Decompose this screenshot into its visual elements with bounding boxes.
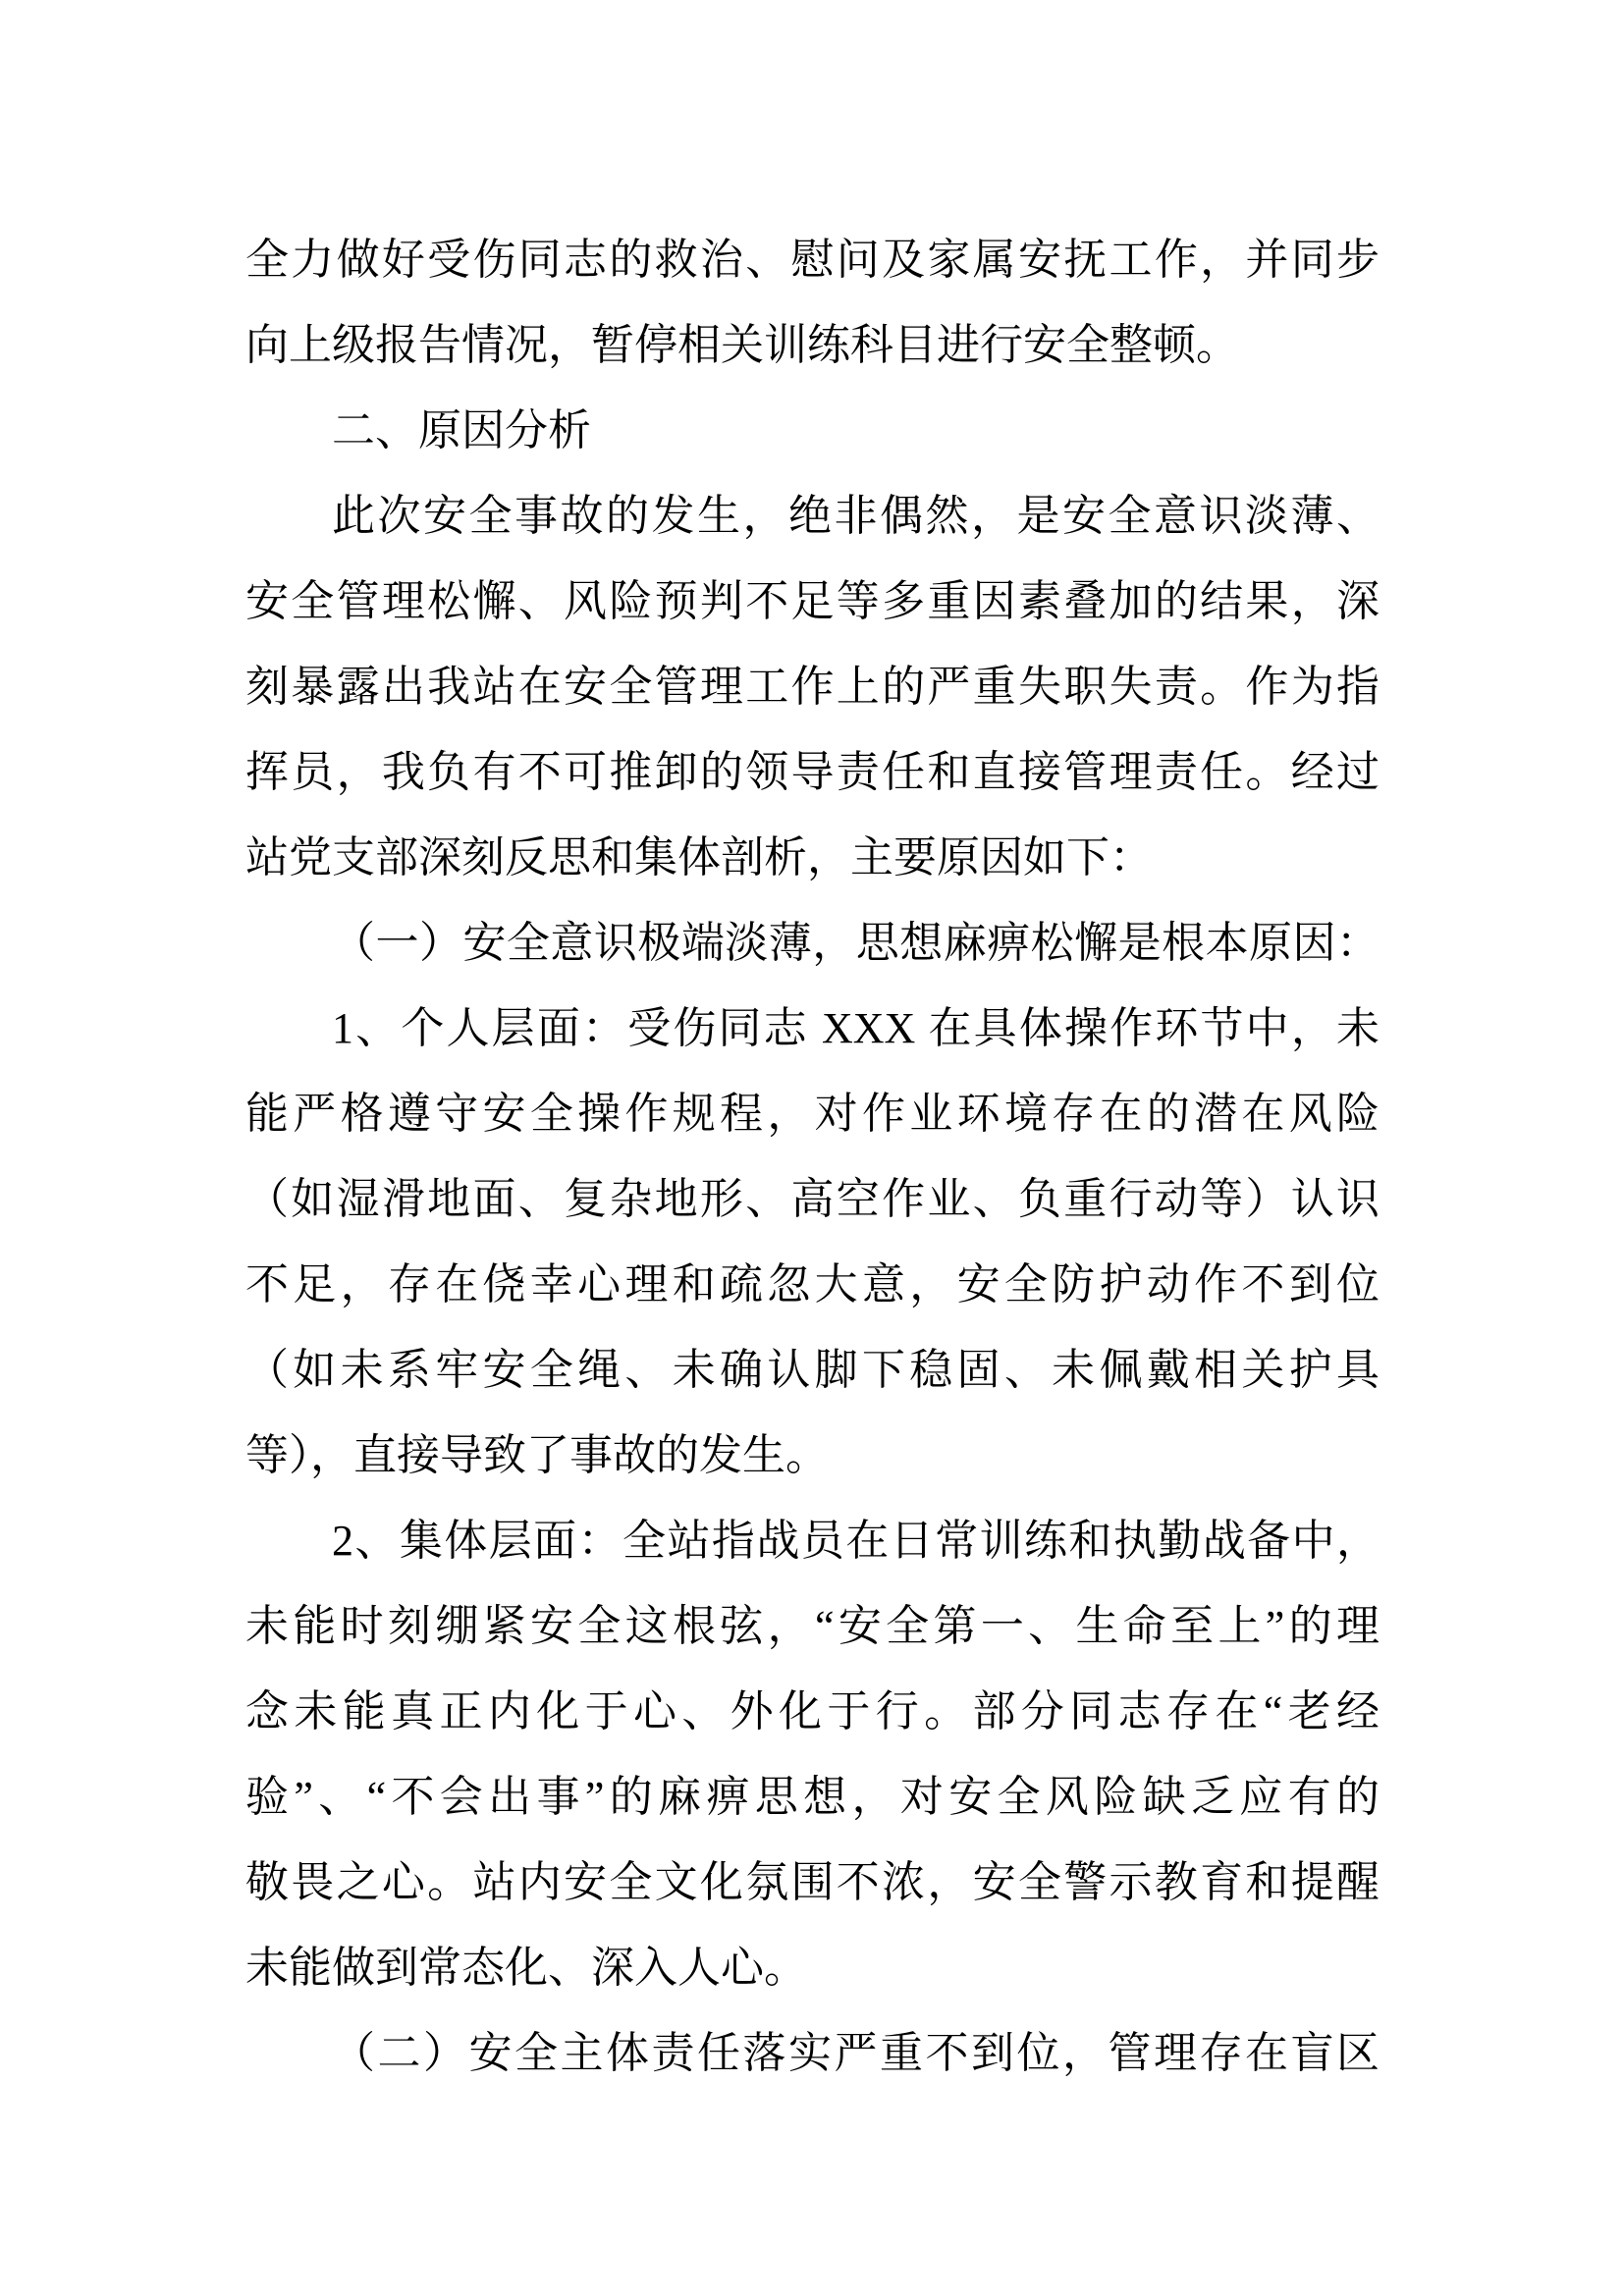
body-text-line: 不足，存在侥幸心理和疏忽大意，安全防护动作不到位 <box>245 1260 1380 1308</box>
body-text-line: 刻暴露出我站在安全管理工作上的严重失职失责。作为指 <box>245 663 1380 711</box>
subsection-heading-2: （二）安全主体责任落实严重不到位，管理存在盲区 <box>332 2029 1380 2077</box>
body-text-line: 念未能真正内化于心、外化于行。部分同志存在“老经 <box>245 1687 1380 1735</box>
body-text-line: 安全管理松懈、风险预判不足等多重因素叠加的结果，深 <box>245 577 1380 625</box>
body-text-line: 等），直接导致了事故的发生。 <box>245 1431 829 1479</box>
body-text-line: 能严格遵守安全操作规程，对作业环境存在的潜在风险 <box>245 1090 1380 1138</box>
section-heading-cause-analysis: 二、原因分析 <box>332 406 591 454</box>
body-text-line: 挥员，我负有不可推卸的领导责任和直接管理责任。经过 <box>245 748 1380 796</box>
body-text-line: 未能时刻绷紧安全这根弦，“安全第一、生命至上”的理 <box>245 1602 1380 1650</box>
subsection-heading-1: （一）安全意识极端淡薄，思想麻痹松懈是根本原因： <box>332 919 1380 967</box>
body-text-line: 此次安全事故的发生，绝非偶然，是安全意识淡薄、 <box>332 492 1380 540</box>
body-text-line: 未能做到常态化、深入人心。 <box>245 1944 807 1992</box>
list-item-2-collective-level: 2、集体层面：全站指战员在日常训练和执勤战备中， <box>332 1517 1380 1565</box>
body-text-line: 站党支部深刻反思和集体剖析，主要原因如下： <box>245 833 1153 881</box>
body-text-line: （如湿滑地面、复杂地形、高空作业、负重行动等）认识 <box>245 1175 1380 1223</box>
document-text-block <box>245 217 1380 2096</box>
body-text-line: 全力做好受伤同志的救治、慰问及家属安抚工作，并同步 <box>245 236 1380 284</box>
body-text-line: 敬畏之心。站内安全文化氛围不浓，安全警示教育和提醒 <box>245 1858 1380 1906</box>
body-text-line: （如未系牢安全绳、未确认脚下稳固、未佩戴相关护具 <box>245 1346 1380 1394</box>
body-text-line: 验”、“不会出事”的麻痹思想，对安全风险缺乏应有的 <box>245 1773 1380 1821</box>
body-text-line: 向上级报告情况，暂停相关训练科目进行安全整顿。 <box>245 321 1239 369</box>
list-item-1-personal-level: 1、个人层面：受伤同志 XXX 在具体操作环节中，未 <box>332 1004 1380 1052</box>
